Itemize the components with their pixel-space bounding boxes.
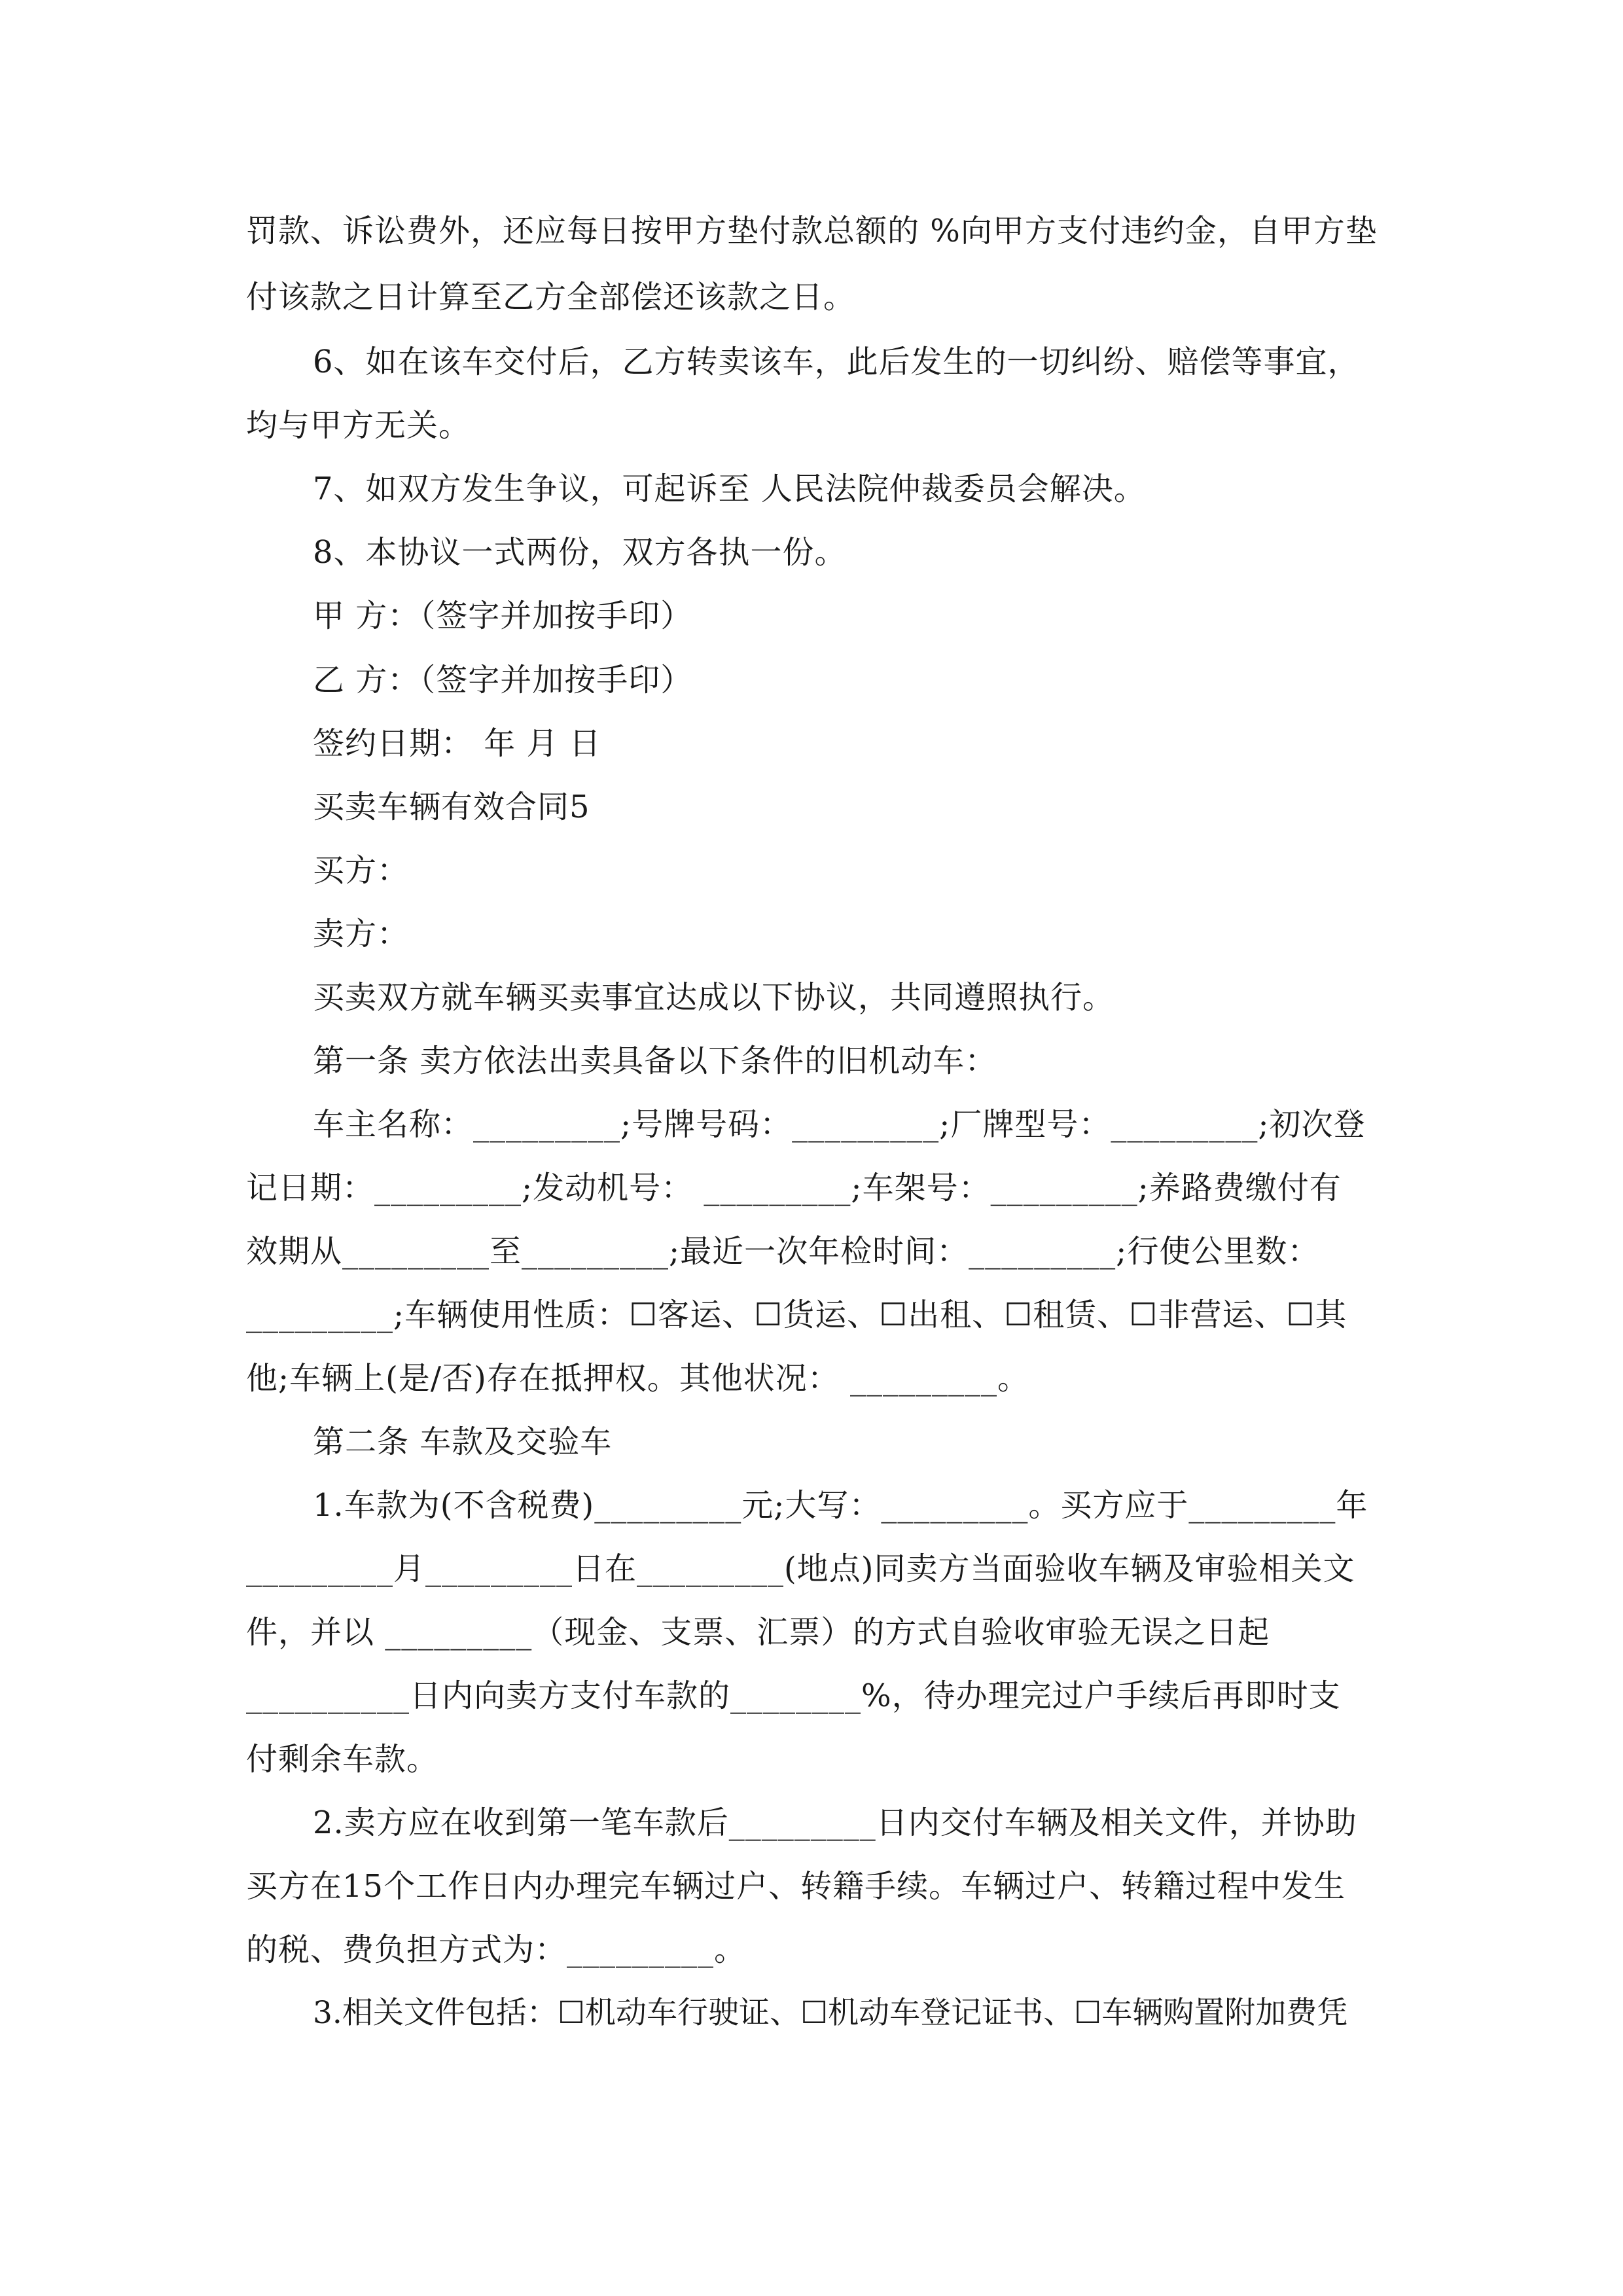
paragraph-line: 付该款之日计算至乙方全部偿还该款之日。 (246, 279, 856, 315)
paragraph-line: 的税、费负担方式为：_________。 (246, 1931, 747, 1968)
paragraph-line: 买方在15个工作日内办理完车辆过户、转籍手续。车辆过户、转籍过程中发生 (246, 1868, 1346, 1905)
paragraph-line: 均与甲方无关。 (246, 407, 471, 444)
article-heading: 第一条 卖方依法出卖具备以下条件的旧机动车： (313, 1043, 997, 1079)
paragraph-line: __________日内向卖方支付车款的________%，待办理完过户手续后再即时支 (246, 1677, 1341, 1714)
section-title: 买卖车辆有效合同5 (313, 789, 590, 825)
paragraph-line: 付剩余车款。 (246, 1741, 439, 1778)
seller-label: 卖方： (313, 916, 410, 952)
paragraph-line: 7、如双方发生争议，可起诉至 人民法院仲裁委员会解决。 (313, 471, 1146, 507)
signing-date: 签约日期： 年 月 日 (313, 725, 601, 762)
paragraph-line: 1.车款为(不含税费)_________元;大写：_________。买方应于_________年 (313, 1487, 1368, 1524)
paragraph-line: 记日期：_________;发动机号： _________;车架号：_________;养路费缴付有 (246, 1170, 1342, 1206)
paragraph-line: 3.相关文件包括：☐机动车行驶证、☐机动车登记证书、☐车辆购置附加费凭 (313, 1995, 1348, 2031)
paragraph-line: 效期从_________至_________;最近一次年检时间：_________;行使公里数： (246, 1233, 1320, 1270)
paragraph-line: 6、如在该车交付后，乙方转卖该车，此后发生的一切纠纷、赔偿等事宜， (313, 344, 1360, 380)
paragraph-line: _________月_________日在_________(地点)同卖方当面验收车辆及审验相关文 (246, 1551, 1355, 1587)
paragraph-line: 车主名称：_________;号牌号码：_________;厂牌型号：_________;初次登 (313, 1106, 1366, 1143)
paragraph-line: _________;车辆使用性质：☐客运、☐货运、☐出租、☐租赁、☐非营运、☐其 (246, 1297, 1347, 1333)
paragraph-line: 2.卖方应在收到第一笔车款后_________日内交付车辆及相关文件，并协助 (313, 1804, 1357, 1841)
buyer-label: 买方： (313, 852, 410, 889)
paragraph-line: 8、本协议一式两份，双方各执一份。 (313, 534, 847, 571)
signature-party-a: 甲 方：（签字并加按手印） (313, 598, 693, 634)
paragraph-line: 他;车辆上(是/否)存在抵押权。其他状况： _________。 (246, 1360, 1030, 1397)
article-heading: 第二条 车款及交验车 (313, 1424, 613, 1460)
paragraph-line: 罚款、诉讼费外，还应每日按甲方垫付款总额的 %向甲方支付违约金，自甲方垫 (246, 213, 1378, 249)
paragraph-line: 件，并以 _________（现金、支票、汇票）的方式自验收审验无误之日起 (246, 1614, 1270, 1651)
signature-party-b: 乙 方：（签字并加按手印） (313, 662, 693, 698)
paragraph-line: 买卖双方就车辆买卖事宜达成以下协议，共同遵照执行。 (313, 979, 1115, 1016)
